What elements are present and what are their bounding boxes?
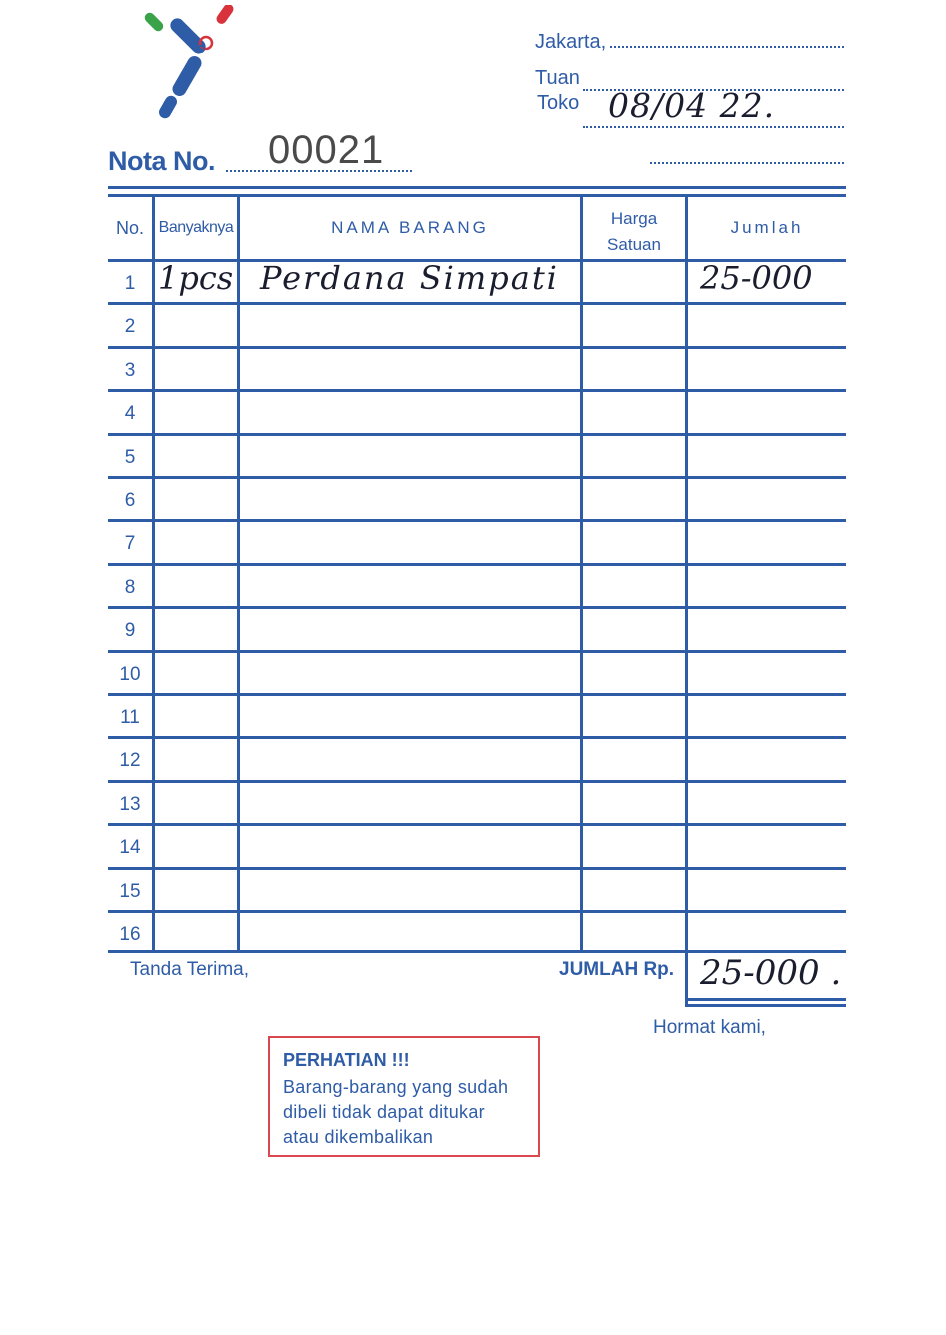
row-separator <box>108 606 846 609</box>
city-label: Jakarta, <box>535 31 607 53</box>
col-divider-no <box>152 197 155 952</box>
row-number: 5 <box>124 446 136 468</box>
notice-body <box>283 1075 538 1150</box>
col-header-qty: Banyaknya <box>158 219 234 236</box>
notice-box <box>268 1036 540 1157</box>
jumlah-handwritten: 25-000 . <box>700 953 842 993</box>
items-table <box>108 186 846 956</box>
row-separator <box>108 519 846 522</box>
table-top-line <box>108 186 846 189</box>
row-item[interactable]: Perdana Simpati <box>260 259 559 297</box>
row-number: 14 <box>119 837 141 859</box>
row-number: 12 <box>119 750 141 772</box>
col-header-price-line2: Satuan <box>607 235 661 254</box>
row-separator <box>108 433 846 436</box>
col-header-item: NAMA BARANG <box>331 218 489 237</box>
extra-dotted-line[interactable] <box>650 162 844 164</box>
row-number: 10 <box>119 663 141 685</box>
row-separator <box>108 302 846 305</box>
row-number: 9 <box>124 620 136 642</box>
row-qty[interactable]: 1pcs <box>158 259 234 297</box>
company-logo <box>140 5 240 130</box>
row-number: 2 <box>124 316 136 338</box>
table-top-line-inner <box>108 194 846 197</box>
jumlah-underline-2 <box>686 1004 846 1007</box>
row-separator <box>108 650 846 653</box>
row-separator <box>108 823 846 826</box>
row-number: 1 <box>124 273 136 294</box>
row-separator <box>108 867 846 870</box>
notice-line-3: atau dikembalikan <box>283 1127 434 1147</box>
toko-dotted-line[interactable] <box>583 126 844 128</box>
toko-label: Toko <box>537 92 580 114</box>
row-separator <box>108 563 846 566</box>
row-number: 15 <box>119 880 141 902</box>
row-number: 4 <box>124 403 136 425</box>
notice-line-1: Barang-barang yang sudah <box>283 1077 509 1097</box>
row-separator <box>108 910 846 913</box>
notice-line-2: dibeli tidak dapat ditukar <box>283 1102 485 1122</box>
col-header-no: No. <box>115 218 144 238</box>
row-separator <box>108 693 846 696</box>
row-number: 13 <box>119 793 141 815</box>
row-separator <box>108 389 846 392</box>
col-header-amount: Jumlah <box>730 218 804 237</box>
col-divider-qty <box>237 197 240 952</box>
city-dotted-line[interactable] <box>610 46 844 48</box>
hormat-kami-label: Hormat kami, <box>653 1017 766 1038</box>
nota-label: Nota No. <box>108 146 215 176</box>
col-divider-item <box>580 197 583 952</box>
row-number: 7 <box>124 533 136 555</box>
row-number: 11 <box>120 707 140 728</box>
row-separator <box>108 780 846 783</box>
row-number: 8 <box>124 576 136 598</box>
row-separator <box>108 736 846 739</box>
col-divider-price <box>685 197 688 1007</box>
nota-number: 00021 <box>268 128 385 172</box>
row-amount[interactable]: 25-000 <box>700 259 813 297</box>
col-header-price <box>583 206 685 258</box>
jumlah-underline <box>686 998 846 1001</box>
row-number: 6 <box>124 490 136 511</box>
col-header-price-line1: Harga <box>610 209 658 228</box>
notice-title: PERHATIAN !!! <box>283 1050 410 1070</box>
tanda-terima-label: Tanda Terima, <box>130 959 249 980</box>
row-separator <box>108 346 846 349</box>
handwritten-date: 08/04 22. <box>608 86 776 125</box>
row-number: 3 <box>124 359 136 381</box>
jumlah-label: JUMLAH Rp. <box>559 959 675 980</box>
row-separator <box>108 476 846 479</box>
row-number: 16 <box>119 924 141 945</box>
tuan-label: Tuan <box>535 67 580 89</box>
